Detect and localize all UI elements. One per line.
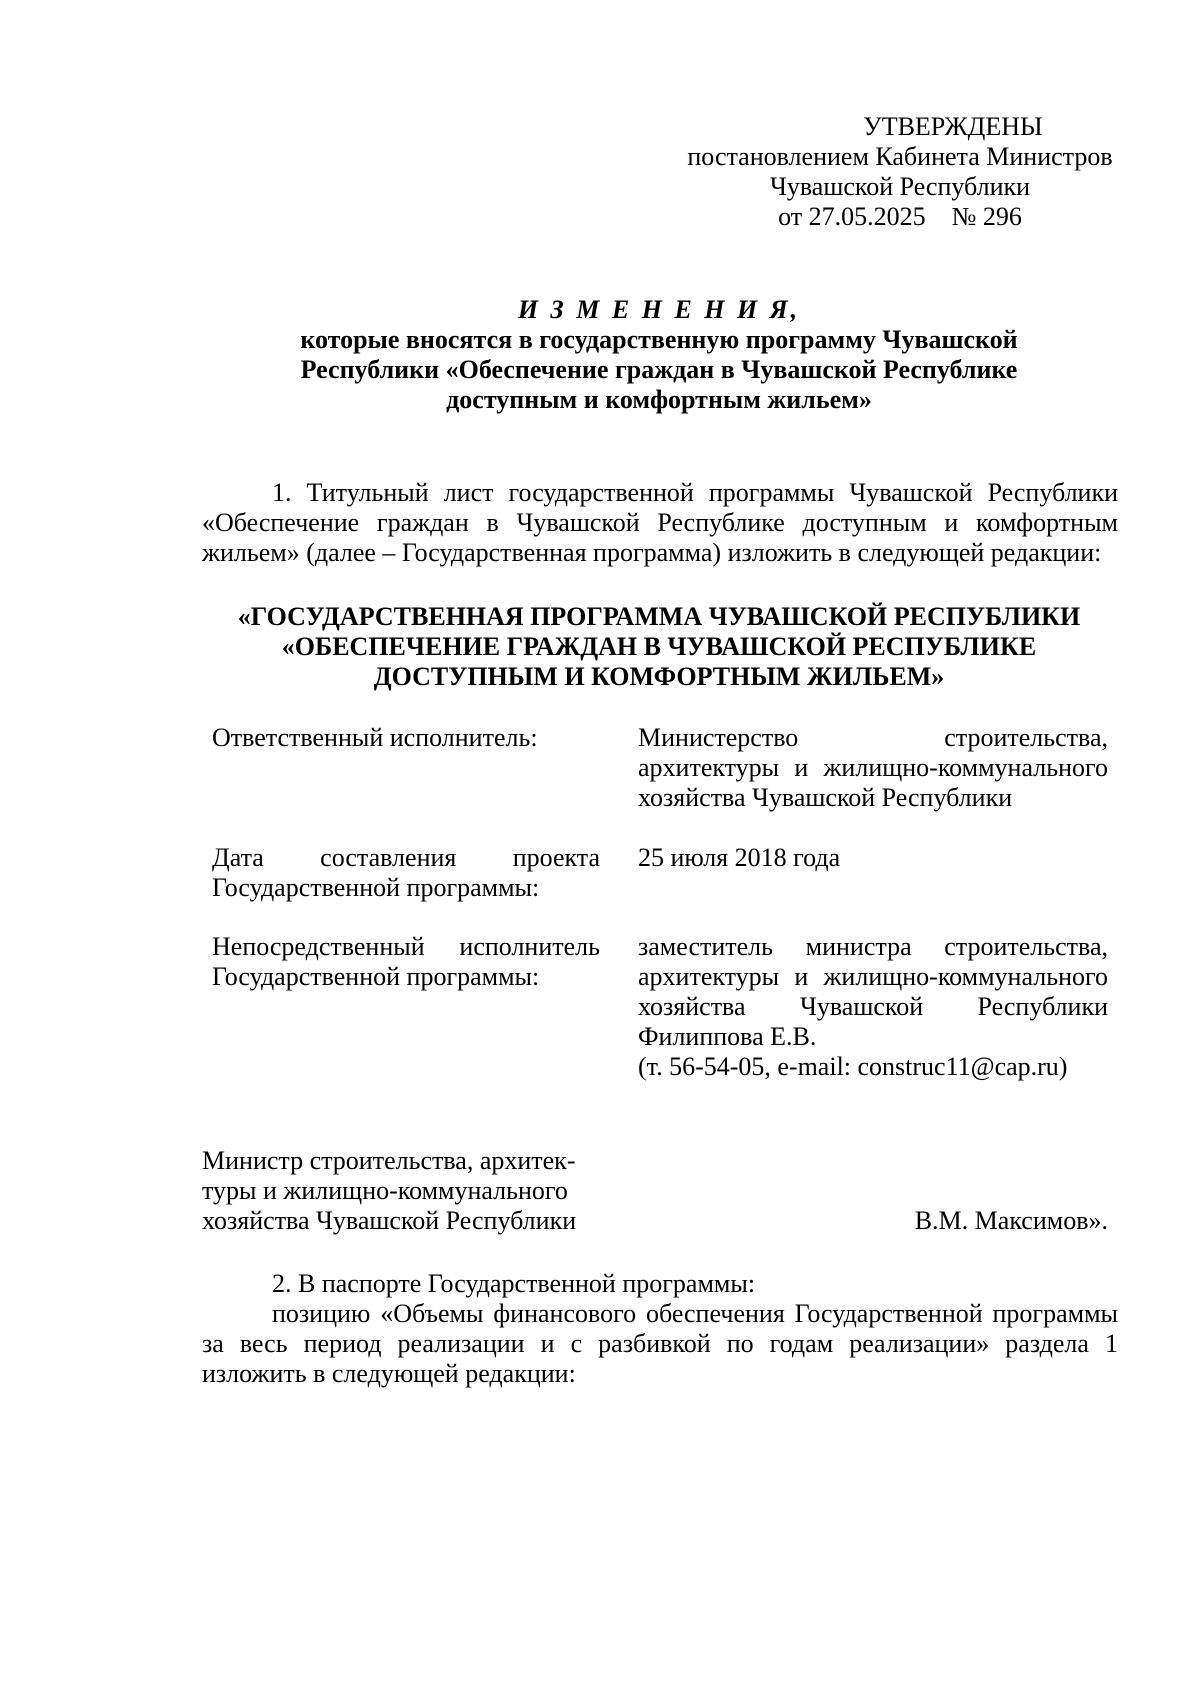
approval-republic: Чувашской Республики [769,172,1031,201]
approval-stamp [600,112,1200,232]
signer-name: В.М. Максимов». [914,1206,1108,1235]
title-line-3: доступным и комфортным жильем» [446,385,872,414]
draft-date-label: Дата составления проекта Государственной программы: [212,843,600,902]
program-title-line-1: «ГОСУДАРСТВЕННАЯ ПРОГРАММА ЧУВАШСКОЙ РЕСПУБЛИКИ [237,602,1081,631]
document-title [200,295,1118,415]
title-line-1: которые вносятся в государственную программу Чувашской [300,325,1018,354]
program-title-line-2: «ОБЕСПЕЧЕНИЕ ГРАЖДАН В ЧУВАШСКОЙ РЕСПУБЛИКЕ [281,632,1037,661]
direct-executor-label: Непосредственный исполнитель Государственной программы: [212,932,600,991]
signer-position-line-3: хозяйства Чувашской Республики [202,1206,577,1235]
approval-title: УТВЕРЖДЕНЫ [863,112,1043,141]
direct-executor-contact: (т. 56-54-05, e-mail: construc11@cap.ru) [638,1052,1068,1081]
title-line-2: Республики «Обеспечение граждан в Чувашской Республике [300,355,1018,384]
signer-position-line-2: туры и жилищно-коммунального [202,1176,568,1205]
approval-date-number: от 27.05.2025 № 296 [778,202,1022,231]
responsible-executor-label: Ответственный исполнитель: [212,723,538,752]
paragraph-2-heading: 2. В паспорте Государственной программы: [272,1269,756,1298]
program-title-line-3: ДОСТУПНЫМ И КОМФОРТНЫМ ЖИЛЬЕМ» [373,662,945,691]
draft-date-value: 25 июля 2018 года [638,843,841,872]
signer-position-line-1: Министр строительства, архитек- [202,1146,576,1175]
approval-issuer: постановлением Кабинета Министров [687,142,1113,171]
responsible-executor-value: Министерство строительства, архитектуры и жилищно-коммунального хозяйства Чувашской Республики [638,723,1108,812]
paragraph-2-body: позицию «Объемы финансового обеспечения Государственной программы за весь период реализации и с разбивкой по годам реализации» раздела 1 изложить в следующей редакции: [202,1299,1118,1388]
program-title [200,602,1118,692]
title-heading: И З М Е Н Е Н И Я, [517,295,801,324]
signer-position [202,1146,622,1236]
direct-executor-name: заместитель министра строительства, архитектуры и жилищно-коммунального хозяйства Чувашской Республики Филиппова Е.В. [638,932,1108,1051]
paragraph-1: 1. Титульный лист государственной программы Чувашской Республики «Обеспечение граждан в Чувашской Республике доступным и комфортным жильем» (далее – Государственная программа) изложить в следующей редакции: [202,478,1118,567]
direct-executor-value [638,932,1108,1082]
